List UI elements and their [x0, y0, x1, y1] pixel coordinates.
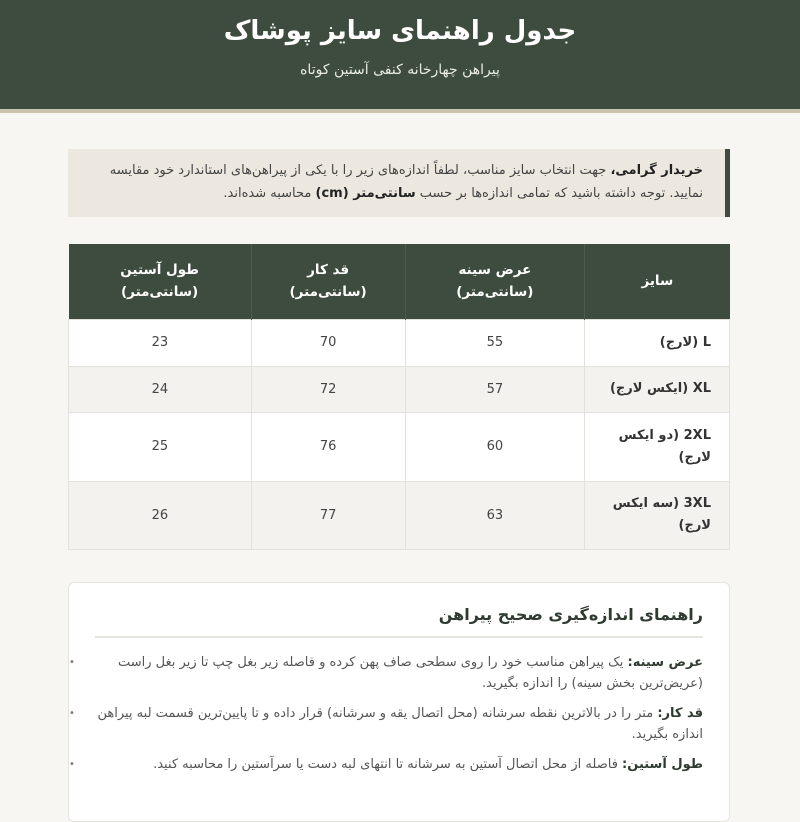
guide-item-text: یک پیراهن مناسب خود را روی سطحی صاف پهن کرده و فاصله زیر بغل چپ تا زیر بغل راست (عریض‌ترین بخش سینه) را اندازه بگیرید. [117, 655, 703, 691]
size-cell: XL (ایکس لارج) [585, 366, 730, 412]
header-chest-label: عرض سینه [458, 262, 532, 279]
table-row [69, 481, 730, 549]
length-cell: 70 [251, 319, 405, 366]
chest-cell: 57 [405, 366, 585, 412]
notice-unit: سانتی‌متر (cm) [315, 186, 416, 201]
customer-notice [68, 149, 730, 217]
notice-text-1: جهت انتخاب سایز مناسب، لطفاً اندازه‌های زیر را با یکی از پیراهن‌های استاندارد خود مقایسه نمایید. توجه داشته باشید که تمامی اندازه‌ها بر حسب [109, 163, 703, 201]
header-length [251, 244, 405, 319]
guide-title: راهنمای اندازه‌گیری صحیح پیراهن [95, 605, 703, 638]
table-row [69, 412, 730, 481]
length-cell: 72 [251, 366, 405, 412]
page-header [0, 0, 800, 113]
length-cell: 77 [251, 481, 405, 549]
header-sleeve-unit: (سانتی‌متر) [121, 284, 199, 301]
size-cell: 2XL (دو ایکس لارج) [585, 412, 730, 481]
guide-item-label: قد کار: [657, 706, 703, 721]
sleeve-cell: 26 [69, 481, 252, 549]
sleeve-cell: 23 [69, 319, 252, 366]
length-cell: 76 [251, 412, 405, 481]
size-cell: 3XL (سه ایکس لارج) [585, 481, 730, 549]
table-row [69, 366, 730, 412]
size-cell: L (لارج) [585, 319, 730, 366]
chest-cell: 60 [405, 412, 585, 481]
sleeve-cell: 24 [69, 366, 252, 412]
header-length-label: قد کار [307, 262, 350, 279]
guide-item-label: عرض سینه: [627, 655, 703, 670]
bullet-icon: • [69, 759, 75, 770]
notice-greeting: خریدار گرامی، [610, 163, 703, 178]
page-subtitle: پیراهن چهارخانه کنفی آستین کوتاه [300, 62, 500, 78]
sleeve-cell: 25 [69, 412, 252, 481]
header-chest [405, 244, 585, 319]
header-chest-unit: (سانتی‌متر) [456, 284, 534, 301]
bullet-icon: • [69, 657, 75, 668]
page-title: جدول راهنمای سایز پوشاک [223, 16, 577, 46]
table-header-row [69, 244, 730, 319]
guide-item-text: متر را در بالاترین نقطه سرشانه (محل اتصال یقه و سرشانه) قرار داده و تا پایین‌ترین قسمت لبه پیراهن اندازه بگیرید. [97, 706, 703, 742]
header-length-unit: (سانتی‌متر) [289, 284, 367, 301]
chest-cell: 55 [405, 319, 585, 366]
guide-item-label: طول آستین: [622, 757, 703, 772]
guide-item-text: فاصله از محل اتصال آستین به سرشانه تا انتهای لبه دست یا سرآستین را محاسبه کنید. [153, 757, 623, 772]
size-table [68, 244, 730, 550]
chest-cell: 63 [405, 481, 585, 549]
header-sleeve-label: طول آستین [120, 262, 199, 279]
table-row [69, 319, 730, 366]
list-item [69, 652, 703, 694]
list-item [69, 754, 703, 775]
header-sleeve [69, 244, 252, 319]
measurement-guide [68, 582, 730, 822]
bullet-icon: • [69, 708, 75, 719]
list-item [69, 703, 703, 745]
header-size [585, 244, 730, 319]
guide-list [69, 652, 703, 775]
notice-text-2: محاسبه شده‌اند. [223, 186, 316, 201]
header-size-label: سایز [641, 273, 674, 290]
